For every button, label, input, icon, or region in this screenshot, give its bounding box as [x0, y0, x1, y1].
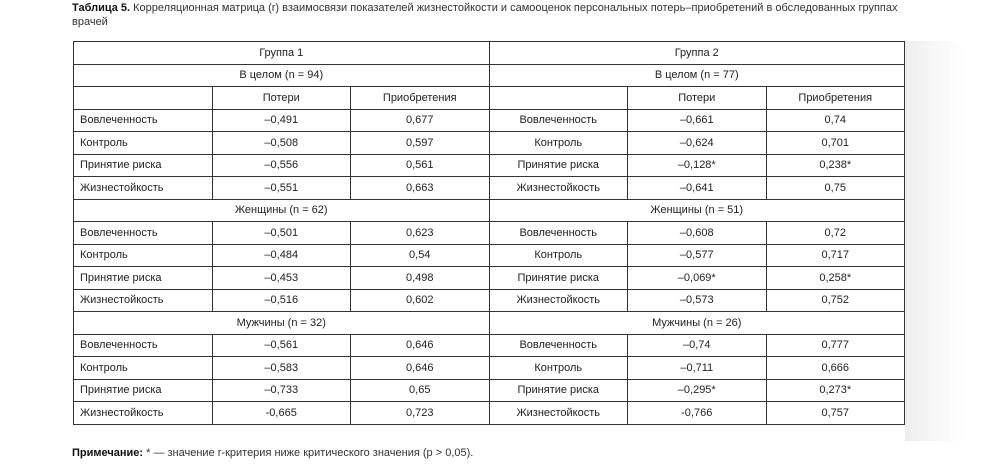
column-header-gains: Приобретения [351, 87, 490, 110]
losses-value: –0,573 [628, 289, 767, 312]
row-label: Жизнестойкость [74, 402, 213, 425]
table-row [74, 244, 905, 267]
losses-value: –0,128* [628, 154, 767, 177]
row-label: Принятие риска [489, 154, 628, 177]
row-label: Жизнестойкость [489, 402, 628, 425]
subgroup-1-header: В целом (n = 94) [74, 64, 490, 87]
gains-value: 0,74 [766, 109, 905, 132]
subgroup-header-row [74, 199, 905, 222]
gains-value: 0,646 [351, 334, 490, 357]
empty-cell [489, 87, 628, 110]
gains-value: 0,717 [766, 244, 905, 267]
gains-value: 0,273* [766, 379, 905, 402]
row-label: Контроль [74, 132, 213, 155]
gains-value: 0,623 [351, 222, 490, 245]
losses-value: –0,561 [212, 334, 351, 357]
gains-value: 0,666 [766, 357, 905, 380]
gains-value: 0,752 [766, 289, 905, 312]
gains-value: 0,561 [351, 154, 490, 177]
losses-value: –0,641 [628, 177, 767, 200]
group-2-header: Группа 2 [489, 42, 905, 65]
row-label: Принятие риска [74, 379, 213, 402]
table-row [74, 267, 905, 290]
gains-value: 0,677 [351, 109, 490, 132]
caption-text: Корреляционная матрица (r) взаимосвязи показателей жизнестойкости и самооценок персональных потерь–приобретений в обследованных группах врачей [72, 2, 898, 28]
losses-value: –0,516 [212, 289, 351, 312]
gains-value: 0,75 [766, 177, 905, 200]
losses-value: –0,453 [212, 267, 351, 290]
losses-value: -0,766 [628, 402, 767, 425]
gains-value: 0,723 [351, 402, 490, 425]
row-label: Жизнестойкость [489, 289, 628, 312]
table-row [74, 334, 905, 357]
losses-value: –0,661 [628, 109, 767, 132]
subgroup-1-header: Женщины (n = 62) [74, 199, 490, 222]
losses-value: –0,484 [212, 244, 351, 267]
table-row [74, 154, 905, 177]
subgroup-2-header: В целом (n = 77) [489, 64, 905, 87]
gains-value: 0,72 [766, 222, 905, 245]
column-header-losses: Потери [212, 87, 351, 110]
row-label: Вовлеченность [489, 334, 628, 357]
row-label: Жизнестойкость [74, 289, 213, 312]
gains-value: 0,597 [351, 132, 490, 155]
column-header-losses: Потери [628, 87, 767, 110]
row-label: Принятие риска [489, 379, 628, 402]
column-header-gains: Приобретения [766, 87, 905, 110]
empty-cell [74, 87, 213, 110]
row-label: Контроль [74, 357, 213, 380]
losses-value: –0,624 [628, 132, 767, 155]
row-label: Контроль [489, 132, 628, 155]
gains-value: 0,258* [766, 267, 905, 290]
losses-value: –0,069* [628, 267, 767, 290]
row-label: Жизнестойкость [489, 177, 628, 200]
losses-value: –0,583 [212, 357, 351, 380]
page-shadow [905, 41, 965, 441]
row-label: Вовлеченность [74, 222, 213, 245]
table-row [74, 357, 905, 380]
gains-value: 0,65 [351, 379, 490, 402]
row-label: Вовлеченность [489, 222, 628, 245]
column-header-row [74, 87, 905, 110]
gains-value: 0,238* [766, 154, 905, 177]
row-label: Контроль [489, 244, 628, 267]
row-label: Принятие риска [489, 267, 628, 290]
losses-value: –0,711 [628, 357, 767, 380]
gains-value: 0,498 [351, 267, 490, 290]
losses-value: –0,556 [212, 154, 351, 177]
losses-value: –0,491 [212, 109, 351, 132]
table-row [74, 177, 905, 200]
group-header-row [74, 42, 905, 65]
gains-value: 0,701 [766, 132, 905, 155]
note-label: Примечание: [72, 447, 144, 459]
table-note [72, 447, 473, 459]
subgroup-2-header: Мужчины (n = 26) [489, 312, 905, 335]
losses-value: –0,551 [212, 177, 351, 200]
row-label: Принятие риска [74, 154, 213, 177]
gains-value: 0,54 [351, 244, 490, 267]
losses-value: –0,508 [212, 132, 351, 155]
subgroup-header-row [74, 312, 905, 335]
group-1-header: Группа 1 [74, 42, 490, 65]
row-label: Контроль [489, 357, 628, 380]
table-row [74, 222, 905, 245]
losses-value: –0,577 [628, 244, 767, 267]
row-label: Вовлеченность [489, 109, 628, 132]
row-label: Контроль [74, 244, 213, 267]
table-row [74, 109, 905, 132]
table-row [74, 132, 905, 155]
subgroup-1-header: Мужчины (n = 32) [74, 312, 490, 335]
subgroup-header-row [74, 64, 905, 87]
table-row [74, 289, 905, 312]
gains-value: 0,646 [351, 357, 490, 380]
gains-value: 0,777 [766, 334, 905, 357]
row-label: Вовлеченность [74, 109, 213, 132]
gains-value: 0,757 [766, 402, 905, 425]
losses-value: –0,733 [212, 379, 351, 402]
table-row [74, 379, 905, 402]
gains-value: 0,663 [351, 177, 490, 200]
row-label: Жизнестойкость [74, 177, 213, 200]
subgroup-2-header: Женщины (n = 51) [489, 199, 905, 222]
correlation-table [73, 41, 905, 425]
table-caption [72, 1, 932, 29]
losses-value: -0,665 [212, 402, 351, 425]
row-label: Принятие риска [74, 267, 213, 290]
losses-value: –0,295* [628, 379, 767, 402]
losses-value: –0,608 [628, 222, 767, 245]
note-text: * — значение r-критерия ниже критического значения (p > 0,05). [143, 447, 474, 459]
row-label: Вовлеченность [74, 334, 213, 357]
table-row [74, 402, 905, 425]
gains-value: 0,602 [351, 289, 490, 312]
losses-value: –0,74 [628, 334, 767, 357]
caption-label: Таблица 5. [72, 2, 131, 14]
losses-value: –0,501 [212, 222, 351, 245]
